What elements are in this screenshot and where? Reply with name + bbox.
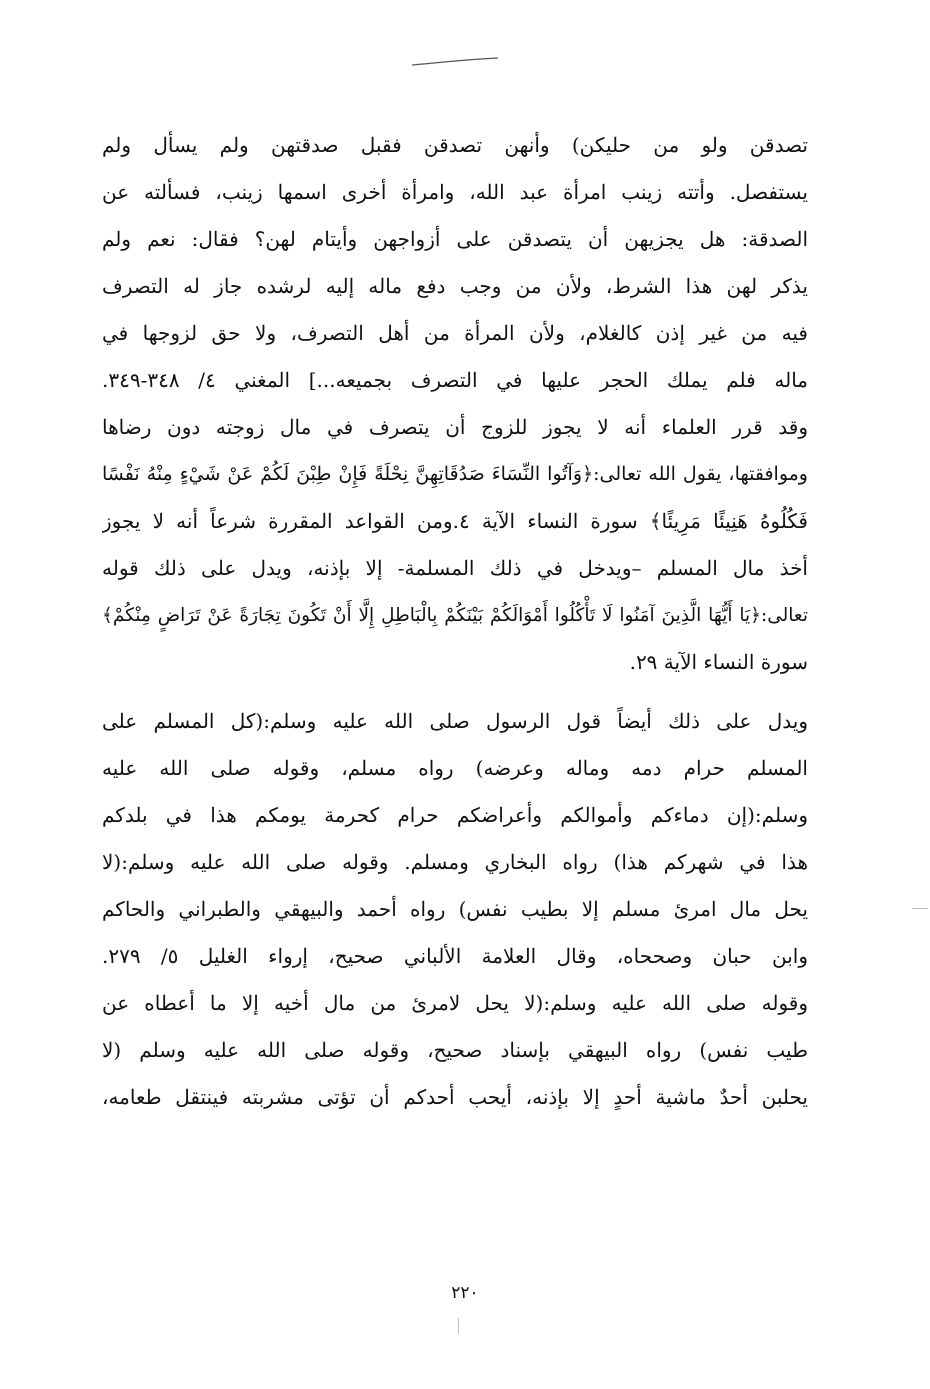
text-line-4: يذكر لهن هذا الشرط، ولأن من وجب دفع ماله إليه لرشده جاز له التصرف — [102, 274, 808, 298]
text-line-13: ويدل على ذلك أيضاً قول الرسول صلى الله عليه وسلم:(كل المسلم على — [102, 709, 808, 733]
scan-margin-mark — [912, 908, 928, 909]
top-ornament-line — [410, 56, 500, 68]
text-line-19: وقوله صلى الله عليه وسلم:(لا يحل لامرئ من مال أخيه إلا ما أعطاه عن — [102, 991, 808, 1015]
text-line-18: وابن حبان وصححاه، وقال العلامة الألباني صحيح، إرواء الغليل ٥/ ٢٧٩. — [102, 944, 808, 968]
text-line-1: تصدقن ولو من حليكن) وأنهن تصدقن فقبل صدقتهن ولم يسأل ولم — [102, 133, 808, 157]
text-line-6: ماله فلم يملك الحجر عليها في التصرف بجميعه...] المغني ٤/ ٣٤٨-٣٤٩. — [102, 368, 808, 392]
text-line-3: الصدقة: هل يجزيهن أن يتصدقن على أزواجهن وأيتام لهن؟ فقال: نعم ولم — [102, 227, 808, 251]
scan-margin-mark — [458, 1318, 459, 1334]
page-number: ٢٢٠ — [451, 1283, 479, 1303]
text-line-17: يحل مال امرئ مسلم إلا بطيب نفس) رواه أحمد والبيهقي والطبراني والحاكم — [102, 897, 808, 921]
text-line-5: فيه من غير إذن كالغلام، ولأن المرأة من أهل التصرف، ولا حق لزوجها في — [102, 321, 808, 345]
text-line-16: هذا في شهركم هذا) رواه البخاري ومسلم. وقوله صلى الله عليه وسلم:(لا — [102, 850, 808, 874]
text-line-8-quran-verse: وموافقتها، يقول الله تعالى:﴿وَآتُوا النِّسَاءَ صَدُقَاتِهِنَّ نِحْلَةً فَإِنْ طِبْنَ لَكُمْ عَنْ شَيْءٍ مِنْهُ نَفْسًا — [102, 463, 808, 485]
text-line-21: يحلبن أحدٌ ماشية أحدٍ إلا بإذنه، أيحب أحدكم أن تؤتى مشربته فينتقل طعامه، — [102, 1085, 808, 1109]
text-line-7: وقد قرر العلماء أنه لا يجوز للزوج أن يتصرف في مال زوجته دون رضاها — [102, 415, 808, 439]
text-line-9: فَكُلُوهُ هَنِيئًا مَرِيئًا﴾ سورة النساء الآية ٤.ومن القواعد المقررة شرعاً أنه لا يجوز — [102, 509, 808, 533]
text-line-11-quran-verse: تعالى:﴿يَا أَيُّهَا الَّذِينَ آمَنُوا لَا تَأْكُلُوا أَمْوَالَكُمْ بَيْنَكُمْ بِالْبَاطِلِ إِلَّا أَنْ تَكُونَ تِجَارَةً عَنْ تَرَاضٍ مِنْكُمْ﴾ — [102, 605, 808, 626]
paragraph-gap — [102, 686, 808, 698]
text-line-2: يستفصل. وأتته زينب امرأة عبد الله، وامرأة أخرى اسمها زينب، فسألته عن — [102, 180, 808, 204]
body-text — [102, 122, 808, 1121]
text-line-20: طيب نفس) رواه البيهقي بإسناد صحيح، وقوله صلى الله عليه وسلم (لا — [102, 1038, 808, 1062]
text-line-15: وسلم:(إن دماءكم وأموالكم وأعراضكم حرام كحرمة يومكم هذا في بلدكم — [102, 803, 808, 827]
text-line-14: المسلم حرام دمه وماله وعرضه) رواه مسلم، وقوله صلى الله عليه — [102, 756, 808, 780]
text-line-10: أخذ مال المسلم –ويدخل في ذلك المسلمة- إلا بإذنه، ويدل على ذلك قوله — [102, 556, 808, 580]
text-line-12: سورة النساء الآية ٢٩. — [629, 650, 808, 674]
